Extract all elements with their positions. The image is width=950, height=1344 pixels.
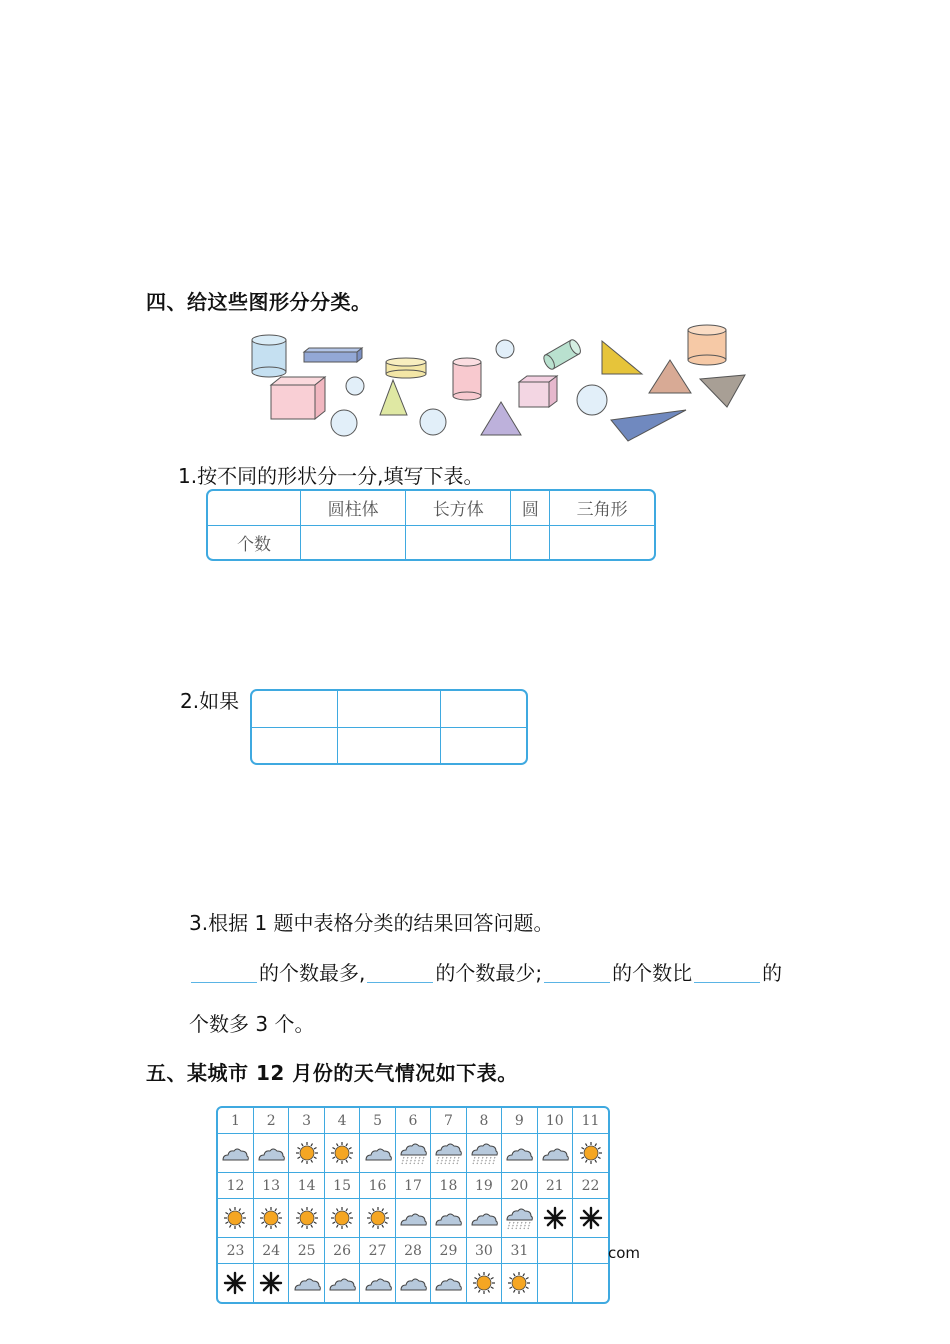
- day-number: 31: [502, 1238, 537, 1264]
- day-number: 12: [218, 1172, 253, 1198]
- weather-cell: [218, 1264, 253, 1302]
- day-number: 27: [360, 1238, 395, 1264]
- cuboid-flat-blue: [304, 348, 362, 362]
- day-number: 7: [431, 1108, 466, 1134]
- cloudy-icon: [398, 1206, 428, 1230]
- fill-blank-4[interactable]: [694, 962, 760, 983]
- sunny-icon: [363, 1206, 393, 1230]
- weather-cell: [537, 1134, 572, 1173]
- cloudy-icon: [292, 1271, 322, 1295]
- table-header-circle: 圆: [511, 491, 550, 525]
- day-number: 30: [466, 1238, 501, 1264]
- table-header-cylinder: 圆柱体: [301, 491, 406, 525]
- day-number: [537, 1238, 572, 1264]
- weather-cell: [253, 1264, 288, 1302]
- triangle-green: [380, 380, 407, 415]
- fill-text-1: 的个数最多,: [259, 961, 366, 985]
- triangle-yellow: [602, 341, 642, 374]
- day-number: 23: [218, 1238, 253, 1264]
- day-number: 5: [360, 1108, 395, 1134]
- day-number: [573, 1238, 608, 1264]
- day-number: 6: [395, 1108, 430, 1134]
- section5-heading: 五、某城市 12 月份的天气情况如下表。: [146, 1061, 518, 1085]
- cloudy-icon: [220, 1141, 250, 1165]
- day-number: 9: [502, 1108, 537, 1134]
- answer-cell-circle[interactable]: [511, 525, 550, 559]
- weather-cell: [537, 1264, 572, 1302]
- table-header-cuboid: 长方体: [406, 491, 511, 525]
- day-number: 26: [324, 1238, 359, 1264]
- day-number: 24: [253, 1238, 288, 1264]
- weather-cell: [431, 1199, 466, 1238]
- weather-cell: [253, 1134, 288, 1173]
- day-number: 29: [431, 1238, 466, 1264]
- day-number: 21: [537, 1172, 572, 1198]
- weather-cell: [466, 1134, 501, 1173]
- fill-blank-3[interactable]: [544, 962, 610, 983]
- weather-cell: [395, 1199, 430, 1238]
- rain-icon: [504, 1206, 534, 1230]
- day-number: 14: [289, 1172, 324, 1198]
- weather-cell: [218, 1199, 253, 1238]
- cloudy-icon: [327, 1271, 357, 1295]
- day-number: 1: [218, 1108, 253, 1134]
- cube-pink-small: [519, 376, 557, 407]
- weather-cell: [502, 1264, 537, 1302]
- day-number: 28: [395, 1238, 430, 1264]
- cylinder-blue: [252, 335, 286, 377]
- day-number: 16: [360, 1172, 395, 1198]
- answer-cell[interactable]: [252, 727, 338, 763]
- fill-blank-2[interactable]: [367, 962, 433, 983]
- triangle-purple: [481, 402, 521, 435]
- table-header-blank: [208, 491, 301, 525]
- day-number: 13: [253, 1172, 288, 1198]
- question-3: 3.根据 1 题中表格分类的结果回答问题。: [189, 911, 554, 935]
- cloudy-icon: [398, 1271, 428, 1295]
- snow-icon: [220, 1271, 250, 1295]
- fill-text-4: 的: [762, 961, 783, 985]
- weather-cell: [537, 1199, 572, 1238]
- weather-cell: [360, 1199, 395, 1238]
- weather-cell: [360, 1134, 395, 1173]
- day-number: 4: [324, 1108, 359, 1134]
- snow-icon: [256, 1271, 286, 1295]
- weather-cell: [289, 1264, 324, 1302]
- sunny-icon: [327, 1206, 357, 1230]
- cloudy-icon: [469, 1206, 499, 1230]
- weather-cell: [573, 1199, 608, 1238]
- cylinder-green: [542, 338, 583, 371]
- triangle-blue: [611, 410, 686, 441]
- circle-small-2: [346, 377, 364, 395]
- table-header-triangle: 三角形: [550, 491, 654, 525]
- day-number: 11: [573, 1108, 608, 1134]
- answer-cell-triangle[interactable]: [550, 525, 654, 559]
- weather-cell: [431, 1134, 466, 1173]
- snow-icon: [540, 1206, 570, 1230]
- weather-cell: [289, 1199, 324, 1238]
- sunny-icon: [327, 1141, 357, 1165]
- day-number: 10: [537, 1108, 572, 1134]
- table-row-label: 个数: [208, 525, 301, 559]
- sunny-icon: [504, 1271, 534, 1295]
- cloudy-icon: [504, 1141, 534, 1165]
- answer-cell[interactable]: [440, 727, 526, 763]
- weather-cell: [466, 1199, 501, 1238]
- snow-icon: [576, 1206, 606, 1230]
- answer-cell[interactable]: [252, 691, 338, 727]
- cloudy-icon: [256, 1141, 286, 1165]
- side-text: com: [608, 1244, 641, 1262]
- cloudy-icon: [363, 1271, 393, 1295]
- day-number: 22: [573, 1172, 608, 1198]
- answer-cell-cylinder[interactable]: [301, 525, 406, 559]
- circle-medium-2: [420, 409, 446, 435]
- weather-cell: [289, 1134, 324, 1173]
- weather-cell: [502, 1134, 537, 1173]
- answer-cell[interactable]: [338, 691, 441, 727]
- weather-cell: [395, 1264, 430, 1302]
- cylinder-pink: [453, 358, 481, 400]
- weather-cell: [253, 1199, 288, 1238]
- rain-icon: [469, 1141, 499, 1165]
- weather-cell: [573, 1264, 608, 1302]
- cloudy-icon: [540, 1141, 570, 1165]
- day-number: 18: [431, 1172, 466, 1198]
- weather-cell: [324, 1199, 359, 1238]
- cylinder-yellow: [386, 358, 426, 378]
- cloudy-icon: [363, 1141, 393, 1165]
- day-number: 2: [253, 1108, 288, 1134]
- question-3-fill-line: [189, 957, 782, 986]
- day-number: 8: [466, 1108, 501, 1134]
- weather-cell: [324, 1134, 359, 1173]
- weather-cell: [218, 1134, 253, 1173]
- answer-table-2: [250, 689, 528, 765]
- weather-cell: [324, 1264, 359, 1302]
- sunny-icon: [220, 1206, 250, 1230]
- weather-cell: [466, 1264, 501, 1302]
- sunny-icon: [292, 1206, 322, 1230]
- question-1: 1.按不同的形状分一分,填写下表。: [178, 464, 484, 488]
- question-2: 2.如果: [180, 689, 240, 713]
- weather-cell: [360, 1264, 395, 1302]
- circle-medium-3: [577, 385, 607, 415]
- weather-cell: [502, 1199, 537, 1238]
- weather-cell: [395, 1134, 430, 1173]
- answer-cell[interactable]: [440, 691, 526, 727]
- fill-text-2: 的个数最少;: [435, 961, 543, 985]
- sunny-icon: [256, 1206, 286, 1230]
- triangle-tan: [649, 360, 691, 393]
- day-number: 3: [289, 1108, 324, 1134]
- section4-heading: 四、给这些图形分分类。: [146, 290, 372, 314]
- circle-medium-1: [331, 410, 357, 436]
- rain-icon: [433, 1141, 463, 1165]
- fill-text-3: 的个数比: [612, 961, 693, 985]
- cloudy-icon: [433, 1206, 463, 1230]
- cylinder-orange: [688, 325, 726, 365]
- day-number: 19: [466, 1172, 501, 1198]
- weather-cell: [573, 1134, 608, 1173]
- day-number: 17: [395, 1172, 430, 1198]
- question-3-line3: 个数多 3 个。: [189, 1012, 315, 1036]
- classification-table: [206, 489, 656, 561]
- answer-cell-cuboid[interactable]: [406, 525, 511, 559]
- day-number: 20: [502, 1172, 537, 1198]
- sunny-icon: [576, 1141, 606, 1165]
- day-number: 25: [289, 1238, 324, 1264]
- fill-blank-1[interactable]: [191, 962, 257, 983]
- rain-icon: [398, 1141, 428, 1165]
- weather-cell: [431, 1264, 466, 1302]
- circle-small-1: [496, 340, 514, 358]
- shapes-illustration: [245, 322, 755, 444]
- sunny-icon: [292, 1141, 322, 1165]
- day-number: 15: [324, 1172, 359, 1198]
- weather-table: [216, 1106, 610, 1304]
- cube-pink-large: [271, 377, 325, 419]
- sunny-icon: [469, 1271, 499, 1295]
- triangle-gray: [700, 375, 745, 407]
- cloudy-icon: [433, 1271, 463, 1295]
- answer-cell[interactable]: [338, 727, 441, 763]
